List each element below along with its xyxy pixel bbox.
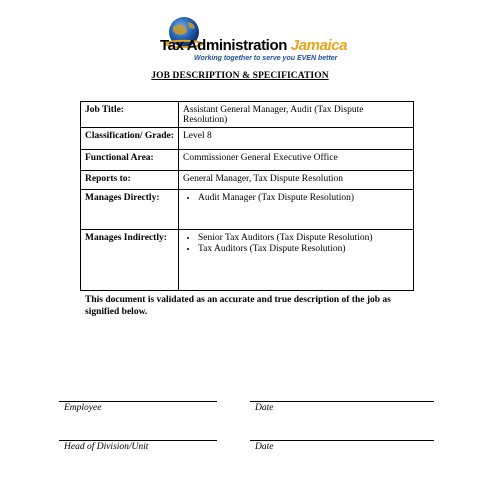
- row-value: [179, 190, 414, 230]
- row-value: [179, 230, 414, 291]
- date-label: Date: [255, 442, 274, 452]
- row-value: Commissioner General Executive Office: [179, 150, 414, 171]
- list-item: • Tax Auditors (Tax Dispute Resolution): [198, 244, 409, 255]
- job-spec-table: [80, 101, 414, 291]
- date-label: Date: [255, 403, 274, 413]
- row-value: Level 8: [179, 128, 414, 150]
- employee-date-line: [250, 401, 434, 402]
- row-label: Classification/ Grade:: [81, 128, 179, 150]
- table-row: [81, 150, 414, 171]
- org-name: [160, 37, 347, 54]
- row-label: Functional Area:: [81, 150, 179, 171]
- table-row: [81, 190, 414, 230]
- bullet-list: [183, 233, 409, 255]
- employee-label: Employee: [64, 403, 102, 413]
- list-item: • Senior Tax Auditors (Tax Dispute Resolution): [198, 233, 409, 244]
- head-date-line: [250, 440, 434, 441]
- bullet-list: [183, 193, 409, 204]
- row-label: Manages Indirectly:: [81, 230, 179, 291]
- row-label: Reports to:: [81, 171, 179, 190]
- row-label: Manages Directly:: [81, 190, 179, 230]
- row-value: Assistant General Manager, Audit (Tax Dispute Resolution): [179, 102, 414, 128]
- table-row: [81, 171, 414, 190]
- table-row: [81, 128, 414, 150]
- table-row: [81, 102, 414, 128]
- org-name-main: Tax Administration: [160, 37, 287, 54]
- employee-signature-line: [59, 401, 217, 402]
- table-row: [81, 230, 414, 291]
- tagline: Working together to serve you EVEN better: [194, 55, 338, 62]
- row-label: Job Title:: [81, 102, 179, 128]
- list-item: • Audit Manager (Tax Dispute Resolution): [198, 193, 409, 204]
- org-name-accent: Jamaica: [290, 37, 348, 54]
- head-signature-line: [59, 440, 217, 441]
- tax-administration-jamaica-logo: [158, 14, 348, 66]
- row-value: General Manager, Tax Dispute Resolution: [179, 171, 414, 190]
- document-title: JOB DESCRIPTION & SPECIFICATION: [151, 71, 329, 81]
- head-of-division-label: Head of Division/Unit: [64, 442, 149, 452]
- validation-statement: This document is validated as an accurate and true description of the job as signified below.: [85, 295, 391, 317]
